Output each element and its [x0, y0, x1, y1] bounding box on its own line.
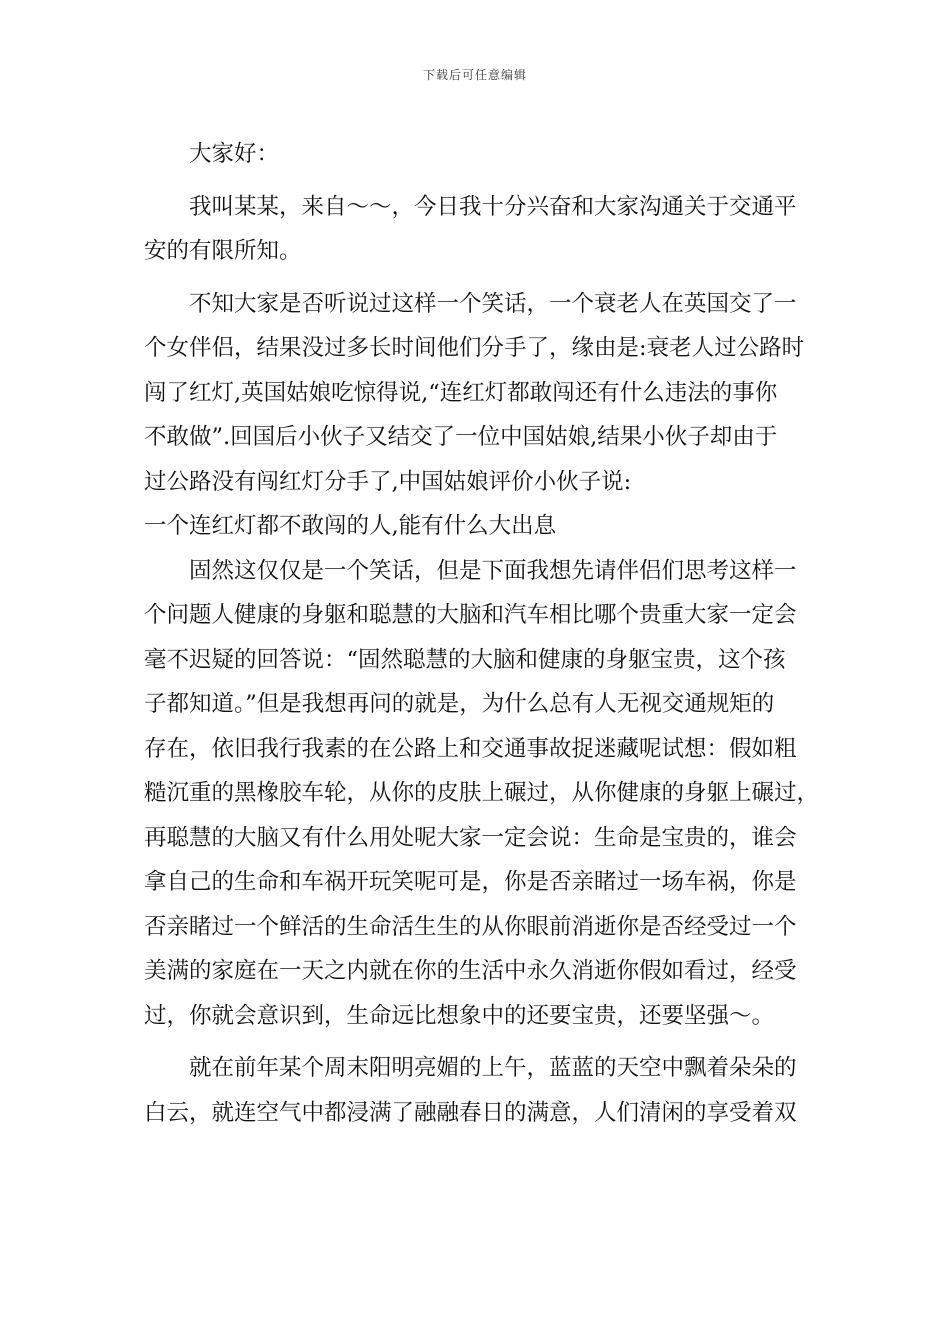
text-line: 否亲睹过一个鲜活的生命活生生的从你眼前消逝你是否经受过一个 — [144, 913, 797, 940]
text-line: 不敢做”.回国后小伙子又结交了一位中国姑娘,结果小伙子却由于 — [144, 424, 778, 450]
text-line: 再聪慧的大脑又有什么用处呢大家一定会说：生命是宝贵的，谁会 — [144, 824, 797, 851]
greeting-line: 大家好： — [189, 141, 280, 167]
paragraph-gap — [144, 274, 804, 282]
text-line: 安的有限所知。 — [144, 238, 302, 264]
paragraph-gap — [144, 1038, 804, 1046]
text-line: 毫不迟疑的回答说：“固然聪慧的大脑和健康的身躯宝贵，这个孩 — [144, 646, 786, 673]
text-line: 固然这仅仅是一个笑话，但是下面我想先请伴侣们思考这样一 — [189, 557, 797, 584]
text-line: 子都知道。”但是我想再问的就是，为什么总有人无视交通规矩的 — [144, 691, 775, 717]
text-line: 我叫某某，来自～～，今日我十分兴奋和大家沟通关于交通平 — [189, 193, 797, 220]
text-line: 个女伴侣，结果没过多长时间他们分手了，缘由是:衰老人过公路时 — [144, 335, 805, 361]
text-line: 白云，就连空气中都浸满了融融春日的满意，人们清闲的享受着双 — [144, 1099, 797, 1126]
text-line: 一个连红灯都不敢闯的人,能有什么大出息 — [144, 513, 557, 539]
text-line: 过公路没有闯红灯分手了,中国姑娘评价小伙子说: — [144, 468, 632, 495]
text-line: 糙沉重的黑橡胶车轮，从你的皮肤上碾过，从你健康的身躯上碾过， — [144, 780, 820, 806]
text-line: 美满的家庭在一天之内就在你的生活中永久消逝你假如看过，经受 — [144, 958, 797, 984]
document-body — [144, 132, 820, 1135]
page-header-note: 下载后可任意编辑 — [422, 68, 527, 82]
text-line: 过，你就会意识到，生命远比想象中的还要宝贵，还要坚强～。 — [144, 1002, 775, 1029]
text-line: 就在前年某个周末阳明亮媚的上午，蓝蓝的天空中飘着朵朵的 — [189, 1055, 797, 1081]
text-line: 存在，依旧我行我素的在公路上和交通事故捉迷藏呢试想：假如粗 — [144, 735, 797, 762]
text-line: 闯了红灯,英国姑娘吃惊得说,“连红灯都敢闯还有什么违法的事你 — [144, 379, 778, 406]
text-line: 不知大家是否听说过这样一个笑话，一个衰老人在英国交了一 — [189, 290, 797, 317]
paragraph-gap — [144, 177, 804, 185]
text-line: 拿自己的生命和车祸开玩笑呢可是，你是否亲睹过一场车祸，你是 — [144, 869, 797, 895]
text-line: 个问题人健康的身躯和聪慧的大脑和汽车相比哪个贵重大家一定会 — [144, 602, 797, 628]
